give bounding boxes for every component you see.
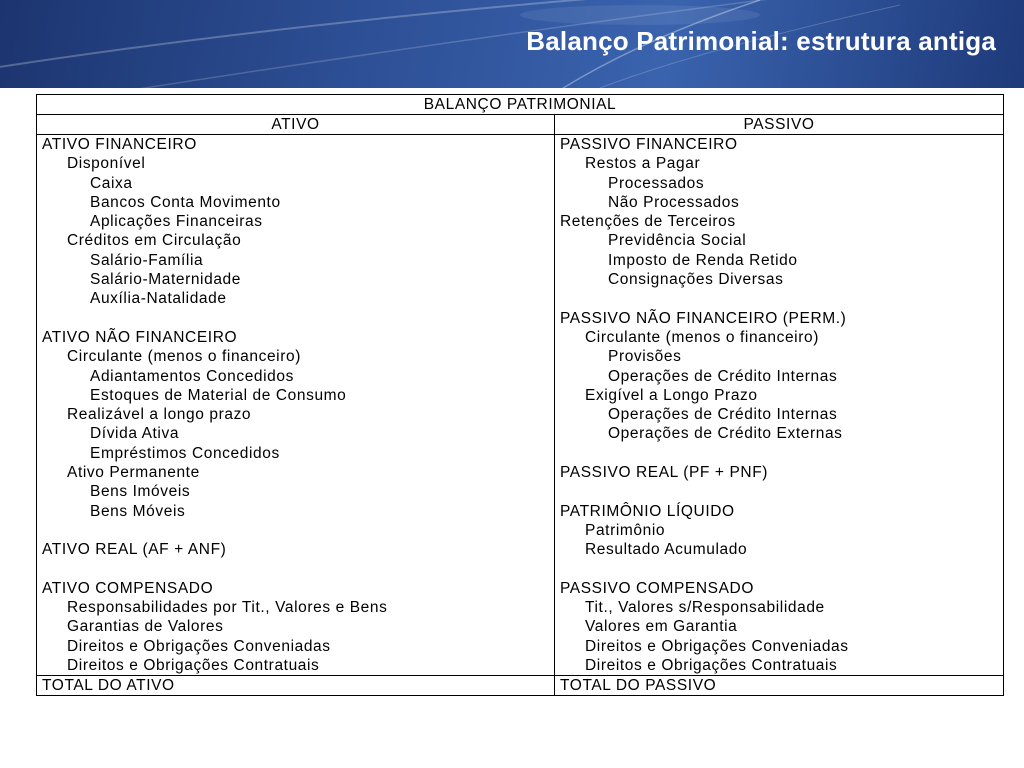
ativo-line [37,309,554,328]
passivo-line: Provisões [608,348,682,366]
passivo-line: PATRIMÔNIO LÍQUIDO [560,502,735,520]
ativo-line: Ativo Permanente [67,464,200,482]
total-ativo: TOTAL DO ATIVO [37,676,555,696]
passivo-line: Circulante (menos o financeiro) [585,328,819,346]
passivo-line [555,444,1003,463]
passivo-line: Patrimônio [585,521,666,539]
passivo-line: Tit., Valores s/Responsabilidade [585,599,825,617]
passivo-line: Consignações Diversas [608,271,784,289]
passivo-line [555,482,1003,501]
ativo-line: Salário-Família [90,251,204,269]
passivo-line: Processados [608,174,705,192]
passivo-line: Imposto de Renda Retido [608,251,798,269]
passivo-line: Valores em Garantia [585,618,738,636]
ativo-line: Empréstimos Concedidos [90,444,280,462]
ativo-line: Caixa [90,174,133,192]
ativo-line: Bancos Conta Movimento [90,193,281,211]
passivo-line: PASSIVO NÃO FINANCEIRO (PERM.) [560,309,847,327]
ativo-line: Responsabilidades por Tit., Valores e Bens [67,599,388,617]
ativo-line: Dívida Ativa [90,425,180,443]
passivo-line: Operações de Crédito Internas [608,406,838,424]
ativo-header: ATIVO [37,115,555,135]
passivo-line: Exigível a Longo Prazo [585,386,758,404]
ativo-line: Direitos e Obrigações Conveniadas [67,637,331,655]
ativo-line: Créditos em Circulação [67,232,242,250]
ativo-line: Garantias de Valores [67,618,224,636]
header-banner [0,0,1024,88]
ativo-line: ATIVO FINANCEIRO [42,136,197,153]
ativo-line: Bens Móveis [90,502,186,520]
ativo-column [37,135,555,676]
balance-sheet [36,94,1003,696]
passivo-line: Restos a Pagar [585,155,701,173]
page-title: Balanço Patrimonial: estrutura antiga [526,26,996,56]
passivo-header: PASSIVO [555,115,1004,135]
passivo-line: Retenções de Terceiros [560,213,736,231]
passivo-line: Previdência Social [608,232,747,250]
passivo-line: PASSIVO FINANCEIRO [560,136,738,153]
ativo-line: ATIVO COMPENSADO [42,579,214,597]
ativo-line: ATIVO NÃO FINANCEIRO [42,328,238,346]
passivo-line: Direitos e Obrigações Conveniadas [585,637,849,655]
ativo-line [37,521,554,540]
passivo-line: Direitos e Obrigações Contratuais [585,657,838,675]
ativo-line: Aplicações Financeiras [90,213,263,231]
table-caption: BALANÇO PATRIMONIAL [37,95,1004,115]
ativo-line: Circulante (menos o financeiro) [67,348,301,366]
passivo-line: PASSIVO COMPENSADO [560,579,754,597]
passivo-line: Operações de Crédito Internas [608,367,838,385]
balance-sheet-table [36,94,1004,696]
ativo-line [37,560,554,579]
passivo-line [555,289,1003,308]
ativo-line: Adiantamentos Concedidos [90,367,294,385]
passivo-line: PASSIVO REAL (PF + PNF) [560,464,769,482]
total-passivo: TOTAL DO PASSIVO [555,676,1004,696]
passivo-line [555,560,1003,579]
ativo-line: Direitos e Obrigações Contratuais [67,657,320,675]
passivo-line: Operações de Crédito Externas [608,425,843,443]
passivo-line: Não Processados [608,193,740,211]
ativo-line: Disponível [67,155,146,173]
ativo-line: ATIVO REAL (AF + ANF) [42,541,227,559]
ativo-line: Realizável a longo prazo [67,406,252,424]
ativo-line: Salário-Maternidade [90,271,241,289]
passivo-column [555,135,1004,676]
ativo-line: Bens Imóveis [90,483,191,501]
ativo-line: Estoques de Material de Consumo [90,386,347,404]
ativo-line: Auxília-Natalidade [90,290,227,308]
passivo-line: Resultado Acumulado [585,541,748,559]
